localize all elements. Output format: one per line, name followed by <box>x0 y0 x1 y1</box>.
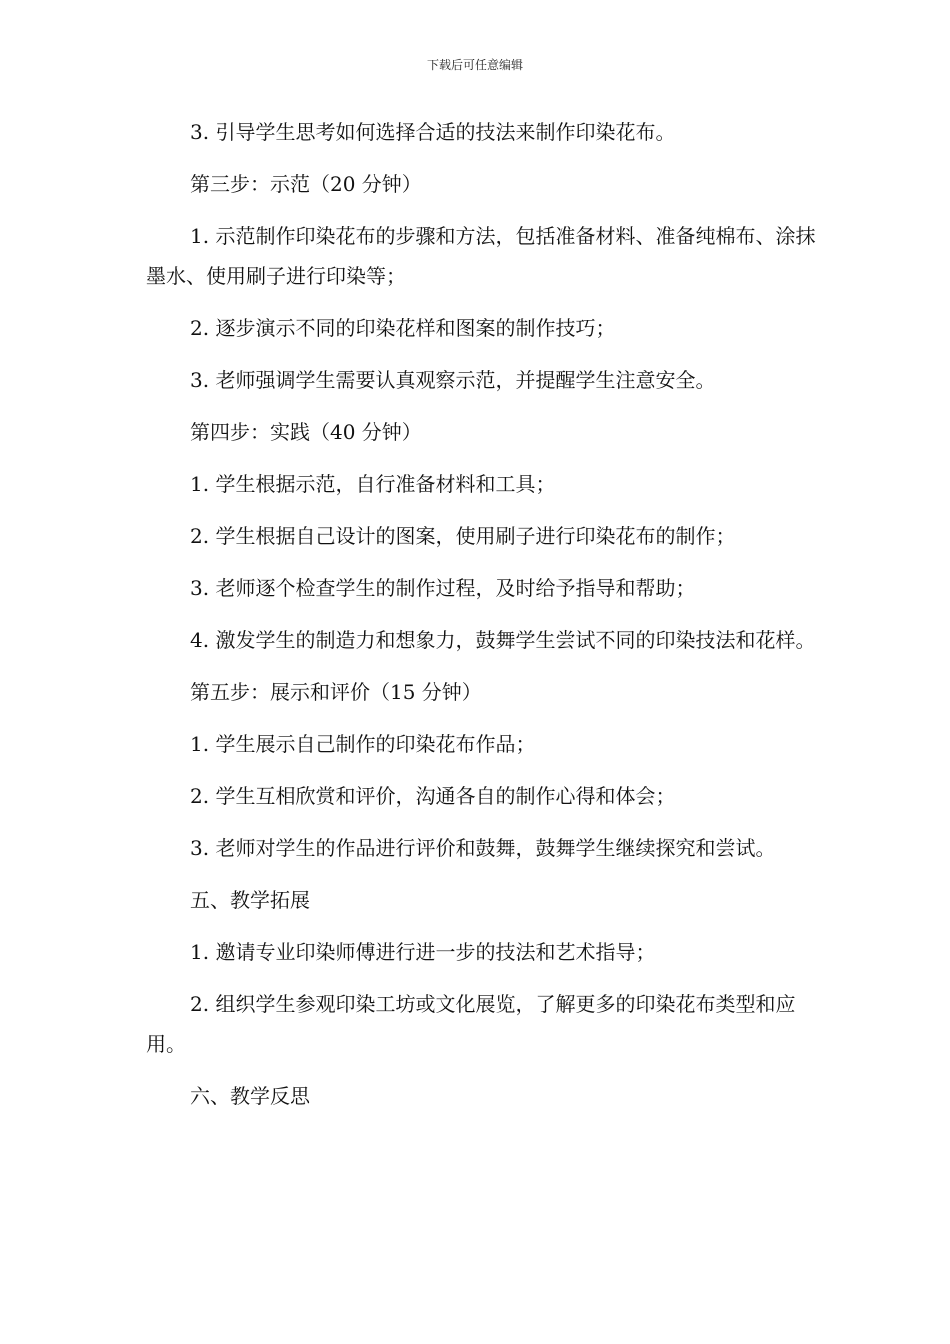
section-heading: 五、教学拓展 <box>190 888 310 912</box>
document-body <box>146 112 816 1128</box>
page-header: 下载后可任意编辑 <box>426 58 523 72</box>
paragraph: 2. 学生根据自己设计的图案，使用刷子进行印染花布的制作； <box>190 524 736 548</box>
paragraph: 1. 邀请专业印染师傅进行进一步的技法和艺术指导； <box>190 940 656 964</box>
paragraph: 2. 逐步演示不同的印染花样和图案的制作技巧； <box>190 316 616 340</box>
paragraph: 1. 示范制作印染花布的步骤和方法，包括准备材料、准备纯棉布、涂抹墨水、使用刷子进行印染等； <box>146 224 816 288</box>
paragraph: 3. 引导学生思考如何选择合适的技法来制作印染花布。 <box>190 120 676 144</box>
section-heading: 第五步：展示和评价（15 分钟） <box>190 680 482 704</box>
paragraph: 3. 老师逐个检查学生的制作过程，及时给予指导和帮助； <box>190 576 696 600</box>
paragraph: 4. 激发学生的制造力和想象力，鼓舞学生尝试不同的印染技法和花样。 <box>190 628 816 652</box>
paragraph: 3. 老师对学生的作品进行评价和鼓舞，鼓舞学生继续探究和尝试。 <box>190 836 776 860</box>
paragraph: 3. 老师强调学生需要认真观察示范，并提醒学生注意安全。 <box>190 368 716 392</box>
paragraph: 1. 学生根据示范，自行准备材料和工具； <box>190 472 556 496</box>
section-heading: 六、教学反思 <box>190 1084 310 1108</box>
section-heading: 第四步：实践（40 分钟） <box>190 420 422 444</box>
paragraph: 2. 组织学生参观印染工坊或文化展览，了解更多的印染花布类型和应用。 <box>146 992 796 1056</box>
section-heading: 第三步：示范（20 分钟） <box>190 172 422 196</box>
paragraph: 2. 学生互相欣赏和评价，沟通各自的制作心得和体会； <box>190 784 676 808</box>
paragraph: 1. 学生展示自己制作的印染花布作品； <box>190 732 536 756</box>
